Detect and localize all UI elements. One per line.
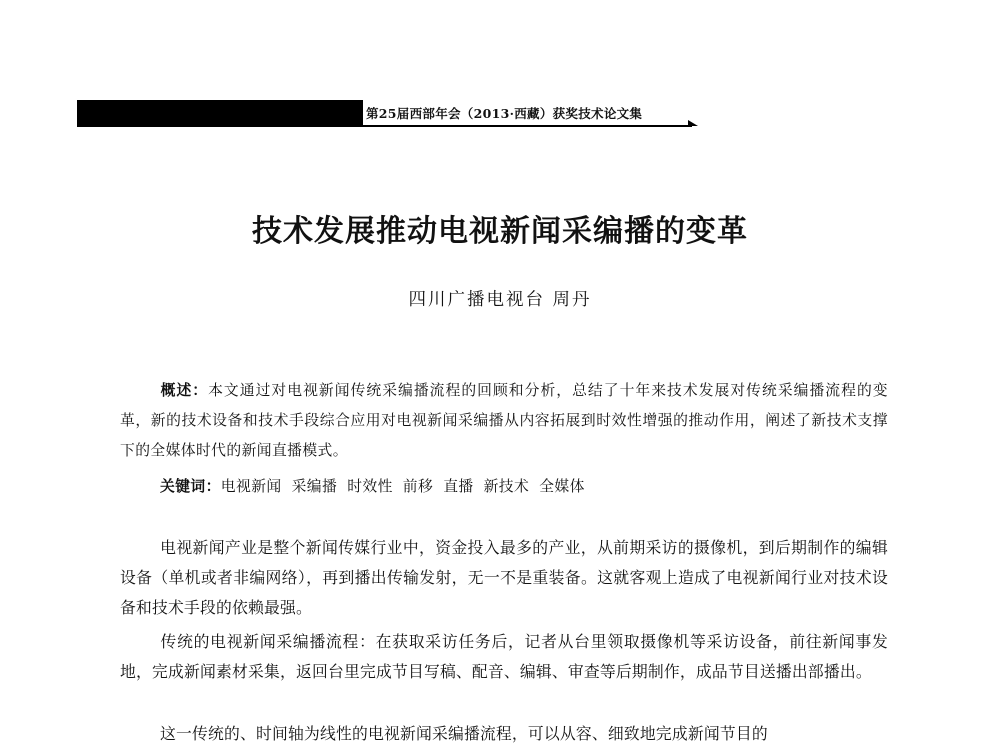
body-paragraph [120, 534, 888, 624]
abstract [120, 376, 888, 466]
running-header: 第25届西部年会（2013·西藏）获奖技术论文集 [366, 106, 643, 121]
author-byline: 四川广播电视台 周丹 [408, 290, 592, 310]
abstract-label: 概述： [160, 383, 209, 399]
header-black-bar [77, 100, 363, 127]
keyword: 采编播 [291, 478, 338, 495]
header-rule [77, 125, 692, 127]
body-paragraph-text: 传统的电视新闻采编播流程：在获取采访任务后，记者从台里领取摄像机等采访设备，前往新闻事发地，完成新闻素材采集，返回台里完成节目写稿、配音、编辑、审查等后期制作，成品节目送播出部播出。 [120, 634, 888, 681]
keyword: 时效性 [347, 478, 393, 495]
abstract-text: 本文通过对电视新闻传统采编播流程的回顾和分析，总结了十年来技术发展对传统采编播流程的变革，新的技术设备和技术手段综合应用对电视新闻采编播从内容拓展到时效性增强的推动作用，阐述了新技术支撑下的全媒体时代的新闻直播模式。 [120, 382, 888, 459]
header-rule-tip [688, 120, 698, 126]
keywords-label: 关键词： [160, 479, 221, 495]
body-paragraph-text: 这一传统的、时间轴为线性的电视新闻采编播流程，可以从容、细致地完成新闻节目的 [160, 726, 768, 743]
keyword: 全媒体 [539, 478, 585, 495]
keyword: 新技术 [483, 478, 530, 495]
body-paragraph-text: 电视新闻产业是整个新闻传媒行业中，资金投入最多的产业，从前期采访的摄像机，到后期制作的编辑设备（单机或者非编网络），再到播出传输发射，无一不是重装备。这就客观上造成了电视新闻行业对技术设备和技术手段的依赖最强。 [120, 540, 888, 617]
keyword: 前移 [402, 478, 434, 495]
body-paragraph [120, 628, 888, 688]
keyword: 直播 [443, 478, 474, 495]
keywords [120, 472, 888, 502]
paper-title: 技术发展推动电视新闻采编播的变革 [252, 214, 748, 249]
body-paragraph [120, 720, 888, 743]
keyword: 电视新闻 [220, 478, 282, 495]
